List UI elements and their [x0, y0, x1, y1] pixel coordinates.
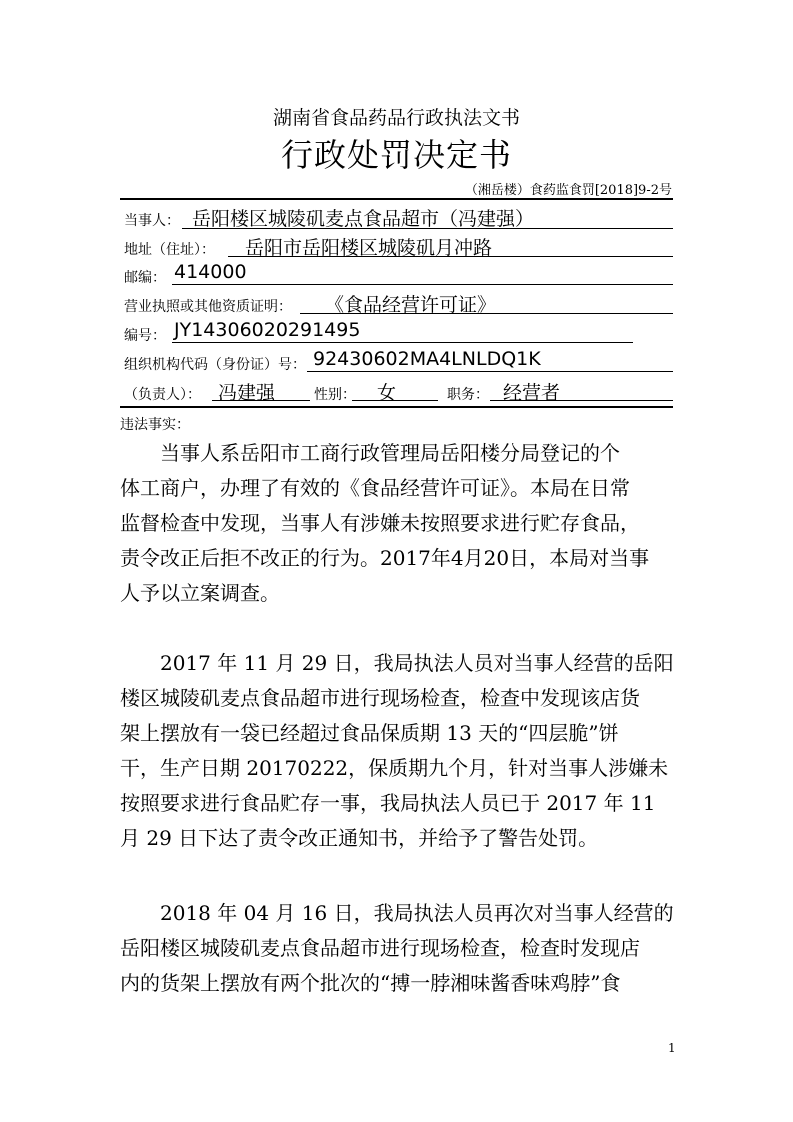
- facts-paragraph-1: [120, 436, 680, 611]
- facts-line: 2018 年 04 月 16 日，我局执法人员再次对当事人经营的: [120, 901, 674, 925]
- number-label: 编号：: [124, 328, 166, 344]
- facts-line: 人予以立案调查。: [120, 581, 280, 605]
- facts-line: 按照要求进行食品贮存一事，我局执法人员已于 2017 年 11: [120, 791, 656, 815]
- number-value: JY14306020291495: [174, 319, 361, 341]
- facts-line: 体工商户，办理了有效的《食品经营许可证》。本局在日常: [120, 476, 630, 500]
- number-underline: [172, 342, 633, 343]
- postcode-underline: [172, 284, 673, 285]
- address-underline: [228, 256, 673, 257]
- gender-value: 女: [377, 382, 397, 404]
- facts-paragraph-3: [120, 896, 680, 1001]
- org-code-label: 组织机构代码（身份证）号：: [124, 357, 306, 373]
- party-value: 岳阳楼区城陵矶麦点食品超市（冯建强）: [192, 208, 535, 230]
- party-underline: [182, 228, 673, 229]
- facts-line: 月 29 日下达了责令改正通知书，并给予了警告处罚。: [120, 826, 599, 850]
- facts-line: 2017 年 11 月 29 日，我局执法人员对当事人经营的岳阳: [120, 651, 674, 675]
- position-label: 职务：: [447, 387, 489, 403]
- facts-label: 违法事实：: [120, 417, 190, 433]
- facts-line: 责令改正后拒不改正的行为。2017年4月20日，本局对当事: [120, 546, 650, 570]
- facts-line: 楼区城陵矶麦点食品超市进行现场检查，检查中发现该店货: [120, 686, 640, 710]
- page-number: 1: [668, 1041, 676, 1055]
- person-underline: [212, 400, 310, 401]
- header-rule: [120, 198, 673, 200]
- license-underline: [300, 313, 673, 314]
- org-code-value: 92430602MA4LNLDQ1K: [313, 348, 541, 370]
- address-value: 岳阳市岳阳楼区城陵矶月冲路: [245, 237, 493, 259]
- facts-line: 当事人系岳阳市工商行政管理局岳阳楼分局登记的个: [120, 441, 620, 465]
- facts-line: 监督检查中发现，当事人有涉嫌未按照要求进行贮存食品，: [120, 511, 640, 535]
- document-title: 行政处罚决定书: [280, 136, 512, 174]
- facts-line: 岳阳楼区城陵矶麦点食品超市进行现场检查，检查时发现店: [120, 936, 640, 960]
- document-number: （湘岳楼）食药监食罚[2018]9-2号: [464, 183, 672, 198]
- party-label: 当事人：: [124, 213, 180, 229]
- person-label: （负责人）：: [124, 387, 201, 403]
- postcode-value: 414000: [174, 261, 247, 283]
- person-value: 冯建强: [218, 382, 276, 404]
- position-underline: [490, 400, 673, 401]
- license-label: 营业执照或其他资质证明：: [124, 299, 292, 315]
- facts-line: 架上摆放有一袋已经超过食品保质期 13 天的“四层脆”饼: [120, 721, 619, 745]
- org-code-underline: [307, 371, 673, 372]
- gender-underline: [352, 400, 438, 401]
- facts-paragraph-2: [120, 646, 680, 856]
- facts-line: 干，生产日期 20170222，保质期九个月，针对当事人涉嫌未: [120, 756, 669, 780]
- postcode-label: 邮编：: [124, 270, 166, 286]
- license-value: 《食品经营许可证》: [325, 294, 497, 316]
- authority-heading: 湖南省食品药品行政执法文书: [272, 107, 520, 129]
- facts-line: 内的货架上摆放有两个批次的“搏一脖湘味酱香味鸡脖”食: [120, 971, 621, 995]
- fields-bottom-rule: [120, 406, 673, 408]
- position-value: 经营者: [503, 382, 561, 404]
- gender-label: 性别：: [314, 387, 356, 403]
- address-label: 地址（住址）：: [124, 242, 215, 258]
